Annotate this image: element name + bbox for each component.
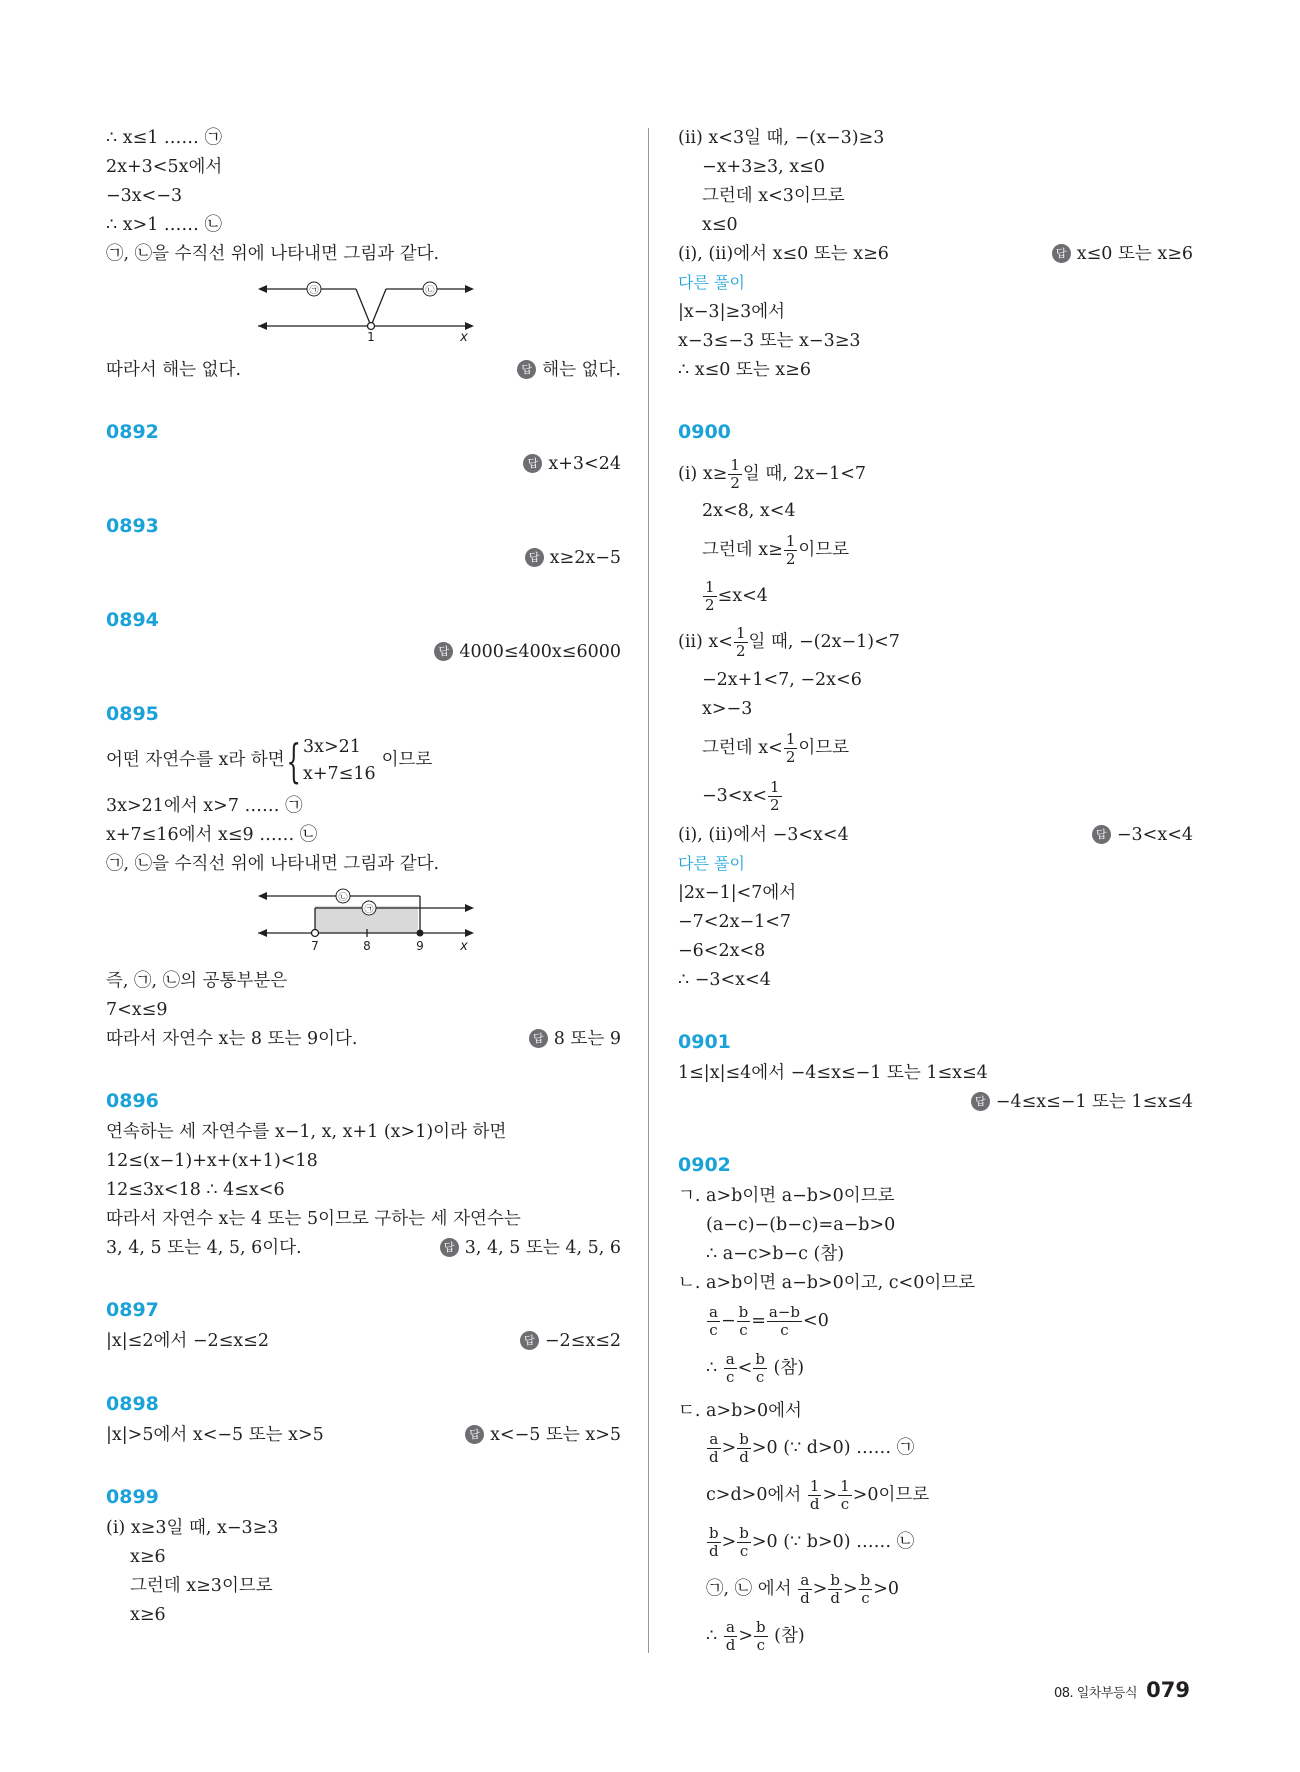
answer-badge: 답 (520, 1331, 539, 1350)
text-line: ∴ $\frac{a}{d}$ > $\frac{b}{c}$ (참) (706, 1618, 805, 1654)
problem-number: 0892 (106, 421, 159, 443)
text-line: $\frac{b}{d}$ > $\frac{b}{c}$ >0 (∵ b>0) …… ㉡ (709, 1524, 915, 1560)
intro-text: 어떤 자연수를 x라 하면 (106, 750, 285, 770)
fraction: $\frac{1}{2}$ (705, 578, 715, 614)
answer-badge: 답 (525, 548, 544, 567)
answer (523, 453, 621, 475)
text-line: (a−c)−(b−c)=a−b>0 (706, 1215, 896, 1235)
answer-text: 3, 4, 5 또는 4, 5, 6 (464, 1238, 621, 1258)
text-line: −6<2x<8 (678, 941, 766, 961)
text-line: 12≤3x<18 ∴ 4≤x<6 (106, 1180, 285, 1200)
text-line: $\frac{1}{2}$ ≤x<4 (705, 578, 768, 614)
fraction: $\frac{b}{c}$ (739, 1524, 749, 1560)
text-line: 그런데 x< $\frac{1}{2}$ 이므로 (702, 730, 850, 766)
fraction: $\frac{b}{d}$ (709, 1524, 719, 1560)
problem-number: 0896 (106, 1090, 159, 1112)
text-line: (ⅰ), (ⅱ)에서 x≤0 또는 x≥6 (678, 244, 889, 264)
fraction: $\frac{b}{d}$ (830, 1571, 840, 1607)
inequality-system (303, 734, 376, 788)
text-line: ∴ a−c>b−c (참) (706, 1244, 845, 1264)
answer (525, 547, 621, 569)
fraction: $\frac{a}{d}$ (725, 1618, 736, 1654)
fraction: $\frac{a-b}{c}$ (768, 1303, 801, 1339)
text-line: 3, 4, 5 또는 4, 5, 6이다. (106, 1238, 302, 1258)
text-line: x≥6 (130, 1605, 166, 1625)
answer (1052, 243, 1193, 265)
axis-label: x (460, 939, 468, 954)
fraction: $\frac{1}{d}$ (809, 1477, 820, 1513)
mark-label: ㉠ (309, 286, 319, 296)
text-line: ㉠, ㉡ 에서 $\frac{a}{d}$ > $\frac{b}{d}$ > $\frac{b}{c}$ >0 (706, 1571, 900, 1607)
answer-text: −3<x<4 (1116, 825, 1193, 845)
open-point (368, 323, 375, 330)
answer-text: 8 또는 9 (553, 1029, 621, 1049)
text-line: 즉, ㉠, ㉡의 공통부분은 (106, 971, 288, 991)
text-line: 그런데 x≥ $\frac{1}{2}$ 이므로 (702, 532, 850, 568)
text-line: (ⅰ) x≥3일 때, x−3≥3 (106, 1518, 279, 1538)
text-line: 12≤(x−1)+x+(x+1)<18 (106, 1151, 318, 1171)
answer-text: x≤0 또는 x≥6 (1076, 244, 1193, 264)
text-line: ㄷ. a>b>0에서 (678, 1401, 802, 1421)
text-line: 7<x≤9 (106, 1000, 168, 1020)
answer (465, 1424, 621, 1446)
problem-number: 0902 (678, 1154, 731, 1176)
text-line: $\frac{a}{c}$ − $\frac{b}{c}$ = $\frac{a-b}{c}$ <0 (709, 1303, 829, 1339)
text-line: ∴ x≤0 또는 x≥6 (678, 360, 811, 380)
text-line: |x|>5에서 x<−5 또는 x>5 (106, 1425, 324, 1445)
text-line: 따라서 자연수 x는 8 또는 9이다. (106, 1029, 358, 1049)
problem-number: 0898 (106, 1393, 159, 1415)
text-line: (ⅰ) x≥ $\frac{1}{2}$ 일 때, 2x−1<7 (678, 456, 867, 492)
axis-label: x (460, 330, 468, 345)
fraction: $\frac{a}{d}$ (800, 1571, 810, 1607)
answer-text: 4000≤400x≤6000 (459, 642, 621, 662)
answer (971, 1091, 1193, 1113)
number-line-figure-1 (256, 273, 476, 345)
problem-number: 0895 (106, 703, 159, 725)
answer-badge: 답 (440, 1238, 459, 1257)
problem-number: 0893 (106, 515, 159, 537)
text-line: c>d>0에서 $\frac{1}{d}$ > $\frac{1}{c}$ >0이므로 (706, 1477, 930, 1513)
fraction: $\frac{a}{d}$ (709, 1430, 719, 1466)
text-line: x+7≤16에서 x≤9 …… ㉡ (106, 825, 318, 845)
page-number: 079 (1146, 1678, 1190, 1702)
tick-label: 8 (363, 939, 371, 953)
answer-badge: 답 (1052, 244, 1071, 263)
answer-text: 해는 없다. (542, 360, 621, 380)
open-point (312, 930, 319, 937)
text-line: |x|≤2에서 −2≤x≤2 (106, 1331, 269, 1351)
answer-text: x<−5 또는 x>5 (490, 1425, 621, 1445)
problem-number: 0897 (106, 1299, 159, 1321)
text-line: ㄴ. a>b이면 a−b>0이고, c<0이므로 (678, 1273, 976, 1293)
text-line (106, 733, 432, 788)
mark-label: ㉡ (425, 286, 435, 296)
answer-badge: 답 (529, 1029, 548, 1048)
answer (517, 359, 621, 381)
answer (440, 1237, 621, 1259)
text-line: 3x>21에서 x>7 …… ㉠ (106, 796, 303, 816)
text-line: 1≤|x|≤4에서 −4≤x≤−1 또는 1≤x≤4 (678, 1063, 988, 1083)
tick-label: 7 (311, 939, 319, 953)
fraction: $\frac{b}{c}$ (860, 1571, 871, 1607)
mark-label: ㉡ (338, 893, 348, 903)
text-line: x>−3 (702, 699, 753, 719)
text-line: (ⅰ), (ⅱ)에서 −3<x<4 (678, 825, 849, 845)
mark-label: ㉠ (364, 905, 374, 915)
fraction: $\frac{a}{c}$ (709, 1303, 718, 1339)
text-line: ∴ −3<x<4 (678, 970, 771, 990)
text-line: 2x<8, x<4 (702, 501, 796, 521)
number-line-figure-2 (256, 884, 476, 954)
alt-solution-label: 다른 풀이 (678, 854, 745, 873)
answer-text: −4≤x≤−1 또는 1≤x≤4 (995, 1092, 1193, 1112)
answer-badge: 답 (1092, 825, 1111, 844)
text-line: (ⅱ) x<3일 때, −(x−3)≥3 (678, 128, 885, 148)
text-line: −7<2x−1<7 (678, 912, 792, 932)
answer-badge: 답 (523, 454, 542, 473)
answer (1092, 824, 1193, 846)
text-line: 그런데 x≥3이므로 (130, 1576, 273, 1596)
system-line: x+7≤16 (302, 763, 376, 784)
column-divider (648, 128, 649, 1653)
answer (529, 1028, 621, 1050)
text-line: 따라서 자연수 x는 4 또는 5이므로 구하는 세 자연수는 (106, 1209, 521, 1229)
answer-text: x+3<24 (548, 454, 621, 474)
problem-number: 0901 (678, 1031, 731, 1053)
text-line: −2x+1<7, −2x<6 (702, 670, 862, 690)
answer-text: −2≤x≤2 (544, 1331, 621, 1351)
fraction: $\frac{1}{c}$ (840, 1477, 850, 1513)
problem-number: 0894 (106, 609, 159, 631)
text-line: ∴ x>1 …… ㉡ (106, 215, 222, 235)
fraction: $\frac{a}{c}$ (725, 1350, 735, 1386)
brace: { (286, 733, 301, 788)
fraction: $\frac{b}{d}$ (739, 1430, 749, 1466)
text-line: $\frac{a}{d}$ > $\frac{b}{d}$ >0 (∵ d>0) …… ㉠ (709, 1430, 915, 1466)
text-line: 따라서 해는 없다. (106, 360, 242, 380)
text-line: ㉠, ㉡을 수직선 위에 나타내면 그림과 같다. (106, 854, 440, 874)
answer (434, 641, 621, 663)
text-line: 2x+3<5x에서 (106, 157, 223, 177)
closed-point (417, 930, 424, 937)
intro-end: 이므로 (381, 750, 433, 770)
system-line: 3x>21 (302, 736, 361, 757)
text-line: −3x<−3 (106, 186, 183, 206)
tick-label: 9 (416, 939, 424, 953)
answer-badge: 답 (434, 642, 453, 661)
fraction: $\frac{1}{2}$ (785, 730, 796, 766)
fraction: $\frac{b}{c}$ (755, 1618, 766, 1654)
answer-badge: 답 (971, 1092, 990, 1111)
chapter-label: 08. 일차부등식 (1053, 1686, 1138, 1701)
fraction: $\frac{b}{c}$ (738, 1303, 749, 1339)
text-line: (ⅱ) x< $\frac{1}{2}$ 일 때, −(2x−1)<7 (678, 624, 900, 660)
text-line: ㄱ. a>b이면 a−b>0이므로 (678, 1186, 895, 1206)
text-line: ∴ x≤1 …… ㉠ (106, 128, 222, 148)
fraction: $\frac{b}{c}$ (755, 1350, 765, 1386)
tick-label: 1 (367, 330, 375, 344)
text-line: 연속하는 세 자연수를 x−1, x, x+1 (x>1)이라 하면 (106, 1122, 507, 1142)
fraction: $\frac{1}{2}$ (785, 532, 796, 568)
text-line: x−3≤−3 또는 x−3≥3 (678, 331, 861, 351)
answer (520, 1330, 621, 1352)
text-line: ∴ $\frac{a}{c}$ < $\frac{b}{c}$ (참) (706, 1350, 805, 1386)
answer-badge: 답 (517, 360, 536, 379)
text-line: 그런데 x<3이므로 (702, 186, 845, 206)
text-line: |2x−1|<7에서 (678, 883, 797, 903)
fraction: $\frac{1}{2}$ (730, 456, 740, 492)
answer-badge: 답 (465, 1425, 484, 1444)
fraction: $\frac{1}{2}$ (735, 624, 746, 660)
text-line: x≥6 (130, 1547, 166, 1567)
page-footer (1054, 1678, 1190, 1702)
alt-solution-label: 다른 풀이 (678, 273, 745, 292)
text-line: −3<x< $\frac{1}{2}$ (702, 778, 780, 814)
text-line: |x−3|≥3에서 (678, 302, 786, 322)
text-line: x≤0 (702, 215, 738, 235)
fraction: $\frac{1}{2}$ (770, 778, 780, 814)
text-line: ㉠, ㉡을 수직선 위에 나타내면 그림과 같다. (106, 244, 440, 264)
text-line: −x+3≥3, x≤0 (702, 157, 825, 177)
problem-number: 0900 (678, 421, 731, 443)
problem-number: 0899 (106, 1486, 159, 1508)
answer-text: x≥2x−5 (549, 548, 621, 568)
